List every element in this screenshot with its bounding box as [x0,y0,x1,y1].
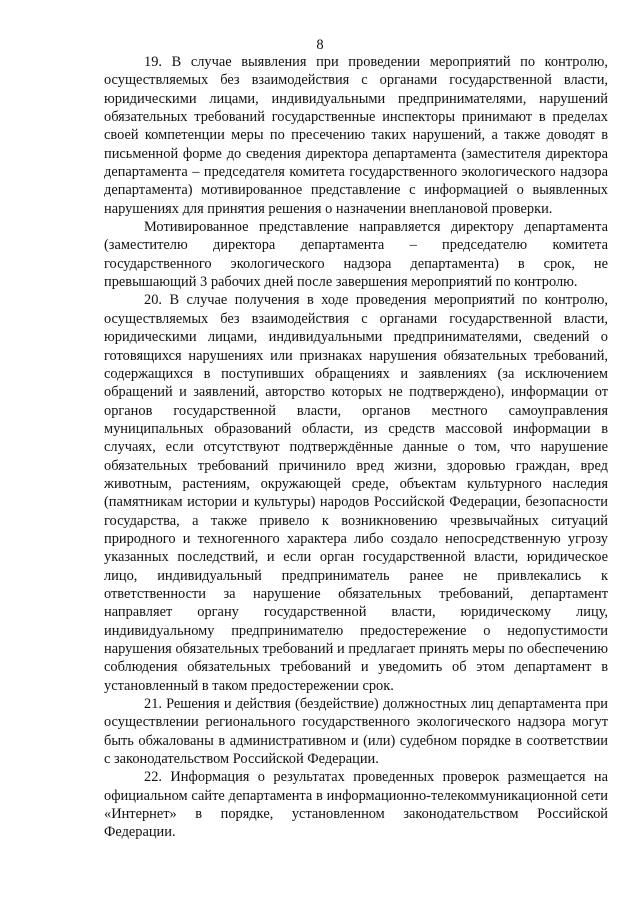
paragraph-21: 21. Решения и действия (бездействие) должностных лиц департамента при осуществлении регионального государственного экологического надзора могут быть обжалованы в административном и (или) судебном порядке в соответствии с законодательством Российской Федерации. [104,696,608,768]
paragraph-20: 20. В случае получения в ходе проведения мероприятий по контролю, осуществляемых без взаимодействия с органами государственной власти, юридическими лицами, индивидуальными предпринимателями, сведений о готовящихся нарушениях или признаках нарушения обязательных требований, содержащихся в поступивших обращениях и заявлениях (за исключением обращений и заявлений, авторство которых не подтверждено), информации от органов государственной власти, органов местного самоуправления муниципальных образований области, из средств массовой информации в случаях, если отсутствуют подтверждённые данные о том, что нарушение обязательных требований причинило вред жизни, здоровью граждан, вред животным, растениям, окружающей среде, объектам культурного наследия (памятникам истории и культуры) народов Российской Федерации, безопасности государства, а также привело к возникновению чрезвычайных ситуаций природного и техногенного характера либо создало непосредственную угрозу указанных последствий, и если орган государственной власти, юридическое лицо, индивидуальный предприниматель ранее не привлекались к ответственности за нарушение обязательных требований, департамент направляет органу государственной власти, юридическому лицу, индивидуальному предпринимателю предостережение о недопустимости нарушения обязательных требований и предлагает принять меры по обеспечению соблюдения обязательных требований и уведомить об этом департамент в установленный в таком предостережении срок. [104,292,608,694]
paragraph-22: 22. Информация о результатах проведенных проверок размещается на официальном сайте департамента в информационно-телекоммуникационной сети «Интернет» в порядке, установленном законодательством Российской Федерации. [104,769,608,841]
paragraph-19: 19. В случае выявления при проведении мероприятий по контролю, осуществляемых без взаимодействия с органами государственной власти, юридическими лицами, индивидуальными предпринимателями, нарушений обязательных требований государственные инспекторы принимают в пределах своей компетенции меры по пресечению таких нарушений, а также доводят в письменной форме до сведения директора департамента (заместителя директора департамента – председателя комитета государственного экологического надзора департамента) мотивированное представление с информацией о выявленных нарушениях для принятия решения о назначении внеплановой проверки. [104,54,608,217]
paragraph-motivated-submission: Мотивированное представление направляется директору департамента (заместителю директора департамента – председателю комитета государственного экологического надзора департамента) в срок, не превышающий 3 рабочих дней после завершения мероприятий по контролю. [104,219,608,291]
page-number: 8 [316,37,324,53]
document-body [104,53,608,842]
